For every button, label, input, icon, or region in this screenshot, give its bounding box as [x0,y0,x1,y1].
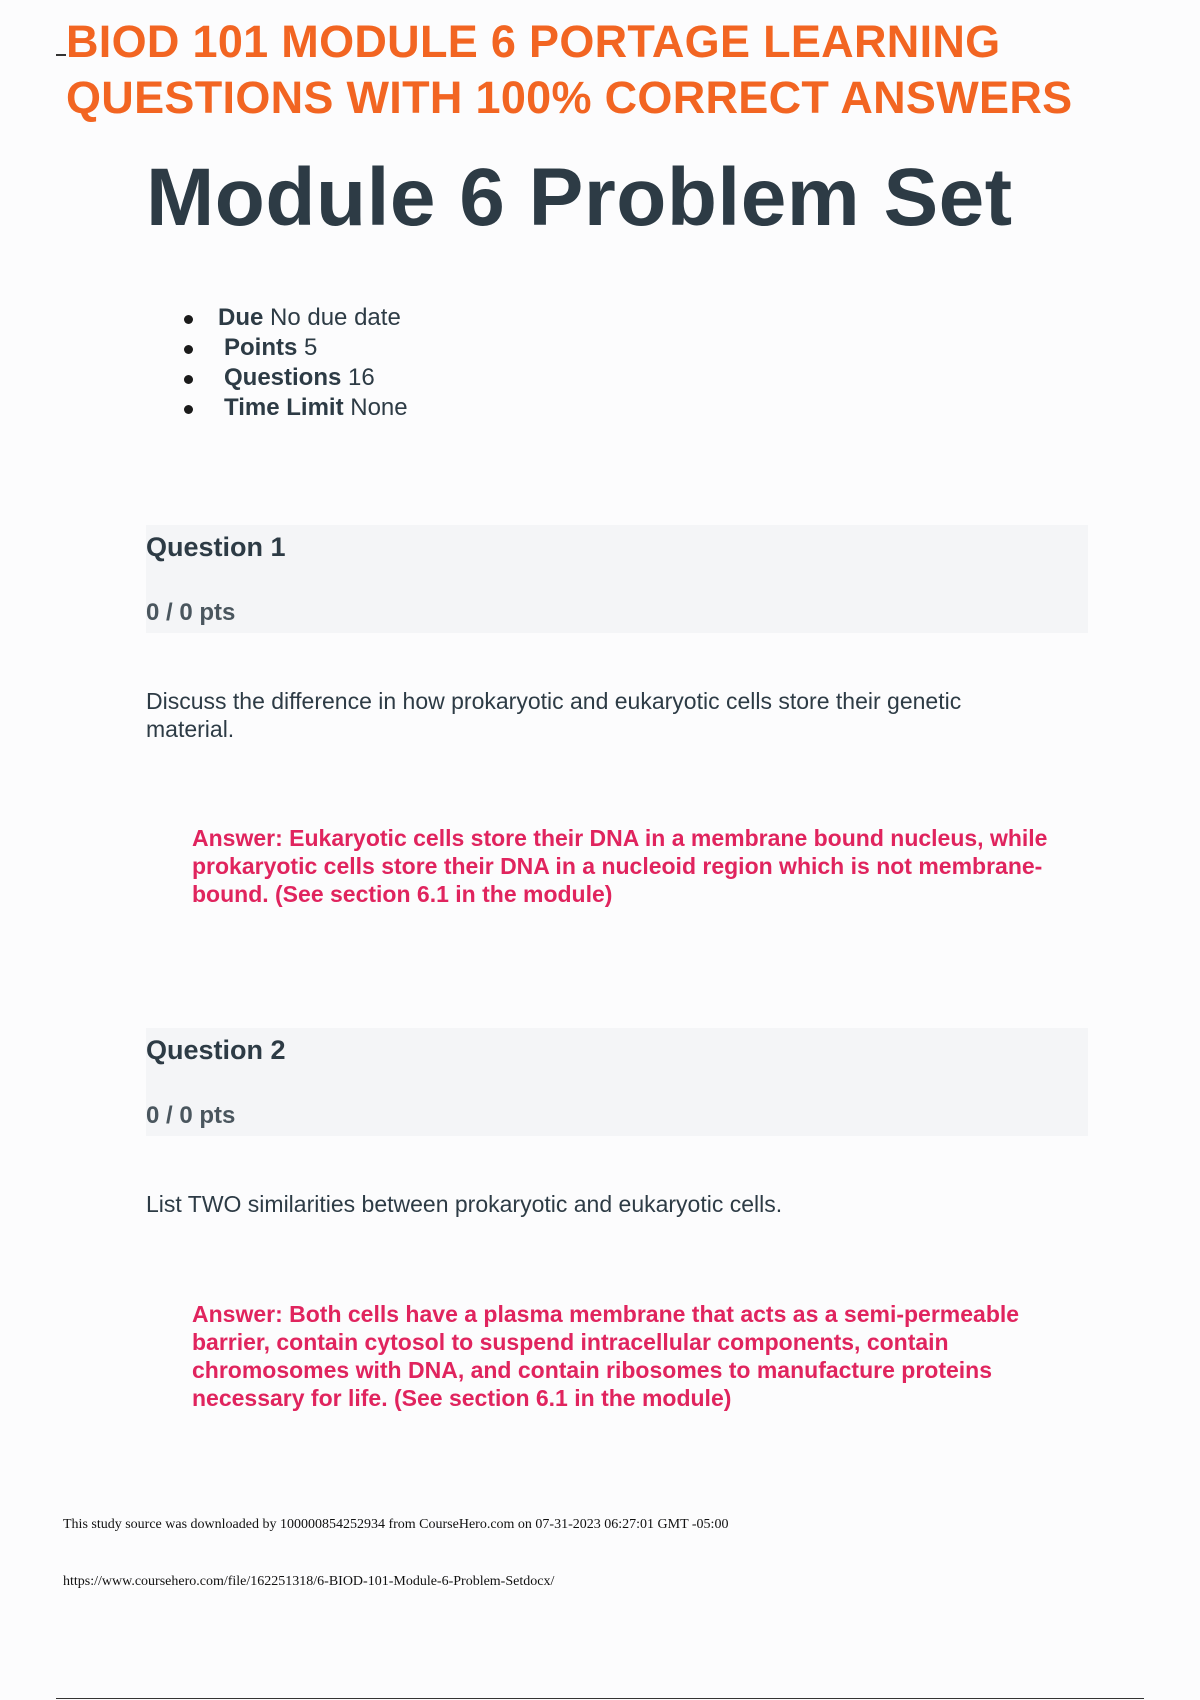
detail-value: None [350,394,408,421]
bullet-icon [184,345,193,354]
detail-label: Time Limit [224,394,344,421]
question-title: Question 2 [146,1035,286,1065]
question-title: Question 1 [146,532,286,562]
problem-set-heading: Module 6 Problem Set [146,152,1013,243]
question-2-prompt: List TWO similarities between prokaryotic and eukaryotic cells. [146,1191,783,1217]
question-points: 0 / 0 pts [146,599,236,626]
question-2-answer: Answer: Both cells have a plasma membrane that acts as a semi-permeable barrier, contain cytosol to suspend intracellular components, contain chromosomes with DNA, and contain ribosomes to manufacture proteins necessary for life. (See section 6.1 in the module) [192,1301,1020,1411]
detail-questions [180,363,408,393]
question-1-prompt: Discuss the difference in how prokaryotic and eukaryotic cells store their genetic material. [146,688,962,742]
detail-label: Points [224,334,298,361]
question-points: 0 / 0 pts [146,1102,236,1129]
detail-points [180,333,408,363]
problem-set-details [180,303,408,423]
detail-label: Questions [224,364,342,391]
source-url: https://www.coursehero.com/file/162251318/6-BIOD-101-Module-6-Problem-Setdocx/ [63,1574,555,1589]
detail-value: No due date [270,304,401,331]
question-2-header [146,1028,1088,1136]
title-marker [56,54,66,56]
detail-value: 5 [304,334,318,361]
page-bottom-rule [56,1698,1144,1699]
detail-due [180,303,408,333]
bullet-icon [184,405,193,414]
document-title: BIOD 101 MODULE 6 PORTAGE LEARNING QUESTIONS WITH 100% CORRECT ANSWERS [66,16,1073,123]
detail-time-limit [180,393,408,423]
detail-value: 16 [348,364,375,391]
question-1-answer: Answer: Eukaryotic cells store their DNA in a membrane bound nucleus, while prokaryotic cells store their DNA in a nucleoid region which is not membrane-bound. (See section 6.1 in the module) [192,825,1048,907]
bullet-icon [184,315,193,324]
detail-label: Due [218,304,264,331]
download-notice: This study source was downloaded by 100000854252934 from CourseHero.com on 07-31-2023 06:27:01 GMT -05:00 [63,1517,729,1532]
bullet-icon [184,375,193,384]
question-1-header [146,525,1088,633]
